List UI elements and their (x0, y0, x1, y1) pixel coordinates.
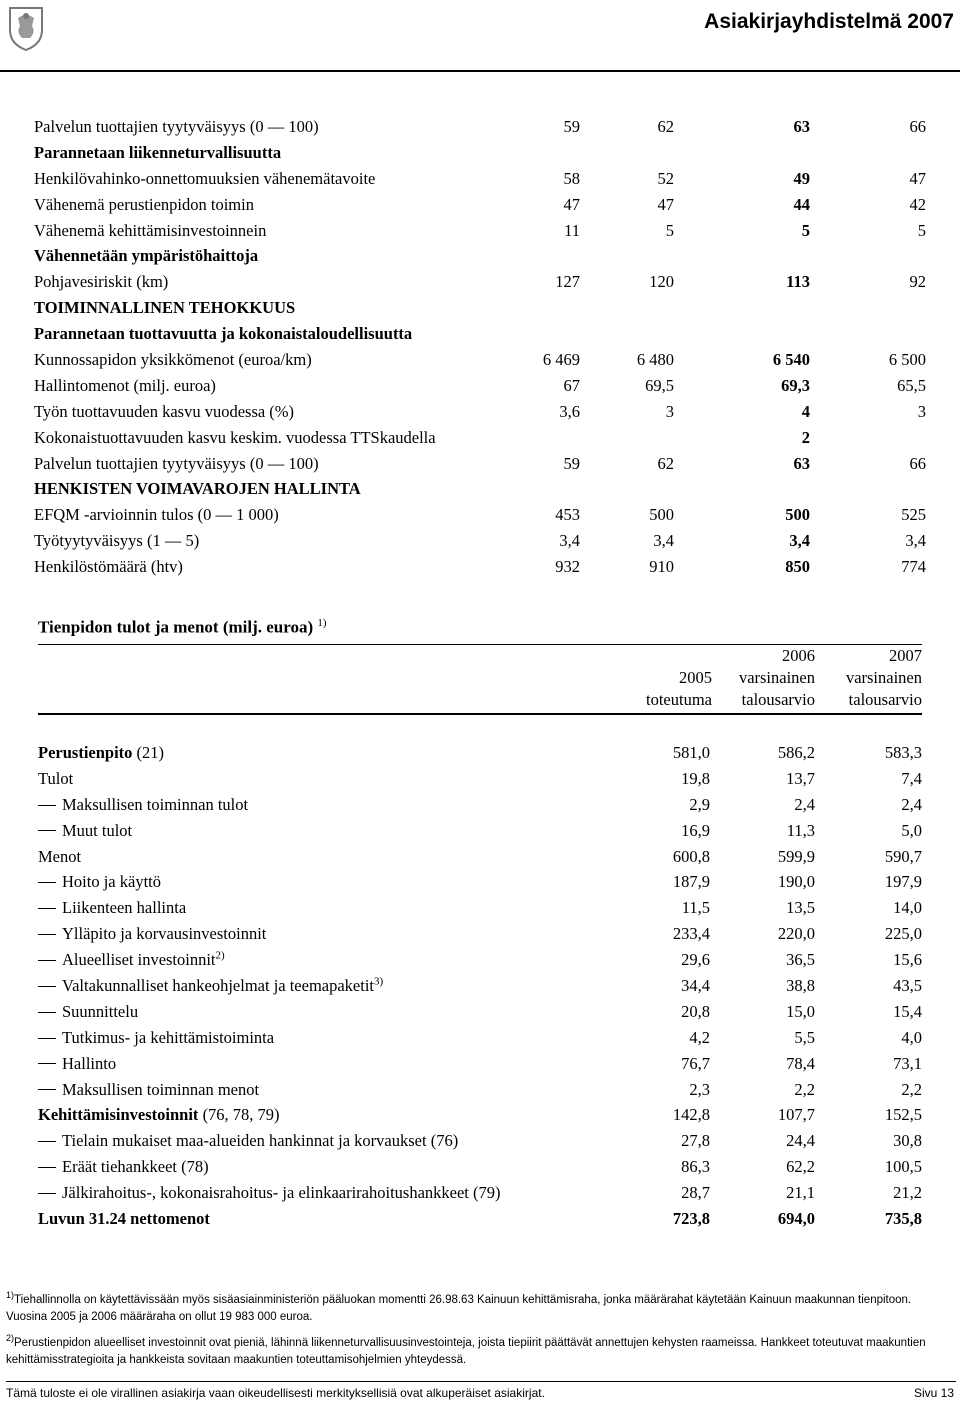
value-cell: 3 (665, 401, 674, 421)
subitem-dash (38, 1089, 56, 1090)
row-label-text: Tulot (38, 768, 74, 788)
value-cell: 190,0 (777, 872, 815, 892)
row-label (38, 921, 266, 947)
value-cell: 28,7 (681, 1183, 710, 1203)
value-cell: 6 500 (888, 350, 926, 370)
budget-row (38, 1102, 922, 1128)
row-label (38, 895, 186, 921)
value-cell: 735,8 (884, 1209, 922, 1229)
row-label-text: Ylläpito ja korvausinvestoinnit (62, 924, 267, 944)
value-cell: 590,7 (884, 846, 922, 866)
indicator-row (34, 114, 926, 140)
row-label (38, 1154, 209, 1180)
value-cell: 34,4 (681, 976, 710, 996)
budget-row (38, 999, 922, 1025)
value-cell: 66 (909, 453, 926, 473)
row-label: Hallintomenot (milj. euroa) (34, 375, 216, 395)
value-cell: 47 (657, 194, 674, 214)
row-label: Parannetaan tuottavuutta ja kokonaistaloudellisuutta (34, 324, 413, 344)
value-cell: 3 (917, 401, 926, 421)
value-cell: 59 (563, 117, 580, 136)
subitem-dash (38, 1193, 56, 1194)
row-label-text: (21) (132, 743, 165, 762)
value-cell: 5 (801, 220, 810, 240)
subitem-dash (38, 934, 56, 935)
row-label (38, 766, 73, 792)
value-cell: 583,3 (884, 743, 922, 762)
column-header-2005: 2005 toteutuma (646, 668, 712, 709)
value-cell: 65,5 (897, 375, 926, 395)
row-label (38, 740, 164, 766)
value-cell: 13,7 (786, 768, 815, 788)
value-cell: 13,5 (786, 898, 815, 918)
row-label: Kunnossapidon yksikkömenot (euroa/km) (34, 350, 312, 370)
table-header-rule (38, 713, 922, 715)
value-cell: 29,6 (681, 950, 710, 970)
row-label (38, 1102, 280, 1128)
budget-row (38, 973, 922, 999)
column-header-2006: 2006 varsinainen talousarvio (738, 646, 815, 709)
indicator-row (34, 554, 926, 580)
value-cell: 220,0 (777, 924, 815, 944)
value-cell: 774 (901, 557, 926, 577)
value-cell: 78,4 (786, 1053, 815, 1073)
value-cell: 19,8 (681, 768, 710, 788)
row-label-text: Suunnittelu (62, 1001, 139, 1021)
subitem-dash (38, 908, 56, 909)
indicator-row (34, 347, 926, 373)
value-cell: 127 (555, 272, 580, 292)
row-label (38, 792, 248, 818)
row-label-text: (76, 78, 79) (198, 1105, 280, 1125)
value-cell: 2,9 (689, 794, 710, 814)
value-cell: 92 (909, 272, 926, 292)
section-heading-row (34, 295, 926, 321)
value-cell: 600,8 (672, 846, 710, 866)
budget-row (38, 792, 922, 818)
row-label (38, 844, 81, 870)
budget-row (38, 869, 922, 895)
budget-row (38, 895, 922, 921)
value-cell: 6 469 (542, 350, 580, 370)
budget-row (38, 1128, 922, 1154)
row-label-text: Valtakunnalliset hankeohjelmat ja teemapaketit (62, 976, 375, 996)
value-cell: 932 (555, 557, 580, 577)
budget-row (38, 1154, 922, 1180)
budget-table (38, 740, 922, 1232)
value-cell: 62,2 (786, 1157, 815, 1177)
value-cell: 62 (657, 453, 674, 473)
budget-row (38, 947, 922, 973)
row-label-text: Menot (38, 846, 82, 866)
footnote-text: Tiehallinnolla on käytettävissään myös sisäasiainministeriön pääluokan momentti 26.98.63 Kainuun kehittämisraha, jonka määrärahat käytetään Kainuun maakunnan tienpitoon. Vuosina 2005 ja 2006 määräraha on ollut 19 983 000 euroa. (6, 1293, 912, 1323)
row-label-bold: Kehittämisinvestoinnit (38, 1105, 199, 1125)
value-cell: 15,4 (893, 1001, 922, 1021)
row-label-text: Liikenteen hallinta (62, 898, 187, 918)
row-label: Palvelun tuottajien tyytyväisyys (0 — 100) (34, 117, 319, 136)
subitem-dash (38, 1167, 56, 1168)
value-cell: 86,3 (681, 1157, 710, 1177)
section-heading-row (34, 140, 926, 166)
value-cell: 5 (665, 220, 674, 240)
footer-rule (6, 1381, 956, 1382)
row-label-text: Hoito ja käyttö (62, 872, 161, 892)
budget-row (38, 1180, 922, 1206)
subitem-dash (38, 1141, 56, 1142)
value-cell: 27,8 (681, 1131, 710, 1151)
value-cell: 6 480 (636, 350, 674, 370)
value-cell: 5,0 (901, 820, 922, 840)
row-label (38, 947, 225, 973)
row-label-text: Alueelliset investoinnit (62, 950, 216, 970)
indicator-row (34, 218, 926, 244)
row-label (38, 999, 138, 1025)
value-cell: 2,4 (794, 794, 815, 814)
footnote (6, 1330, 952, 1369)
row-label-text: Eräät tiehankkeet (78) (62, 1157, 209, 1177)
subitem-dash (38, 805, 56, 806)
footnotes (6, 1287, 952, 1373)
value-cell: 500 (785, 505, 810, 525)
footnote-ref: 2) (215, 949, 225, 962)
indicator-row (34, 166, 926, 192)
footnote-text: Perustienpidon alueelliset investoinnit ovat pieniä, lähinnä liikenneturvallisuusinvestointeja, joista tiepiirit päättävät annettujen kehysten raameissa. Hankkeet toteutuvat maakuntien kehittämisstrategioita ja hankkeista sovitaan maakuntien toteuttamisohjelmien yhteydessä. (6, 1336, 926, 1366)
total-row (38, 1206, 922, 1232)
value-cell: 197,9 (884, 872, 922, 892)
value-cell: 14,0 (893, 898, 922, 918)
row-label-text: Hallinto (62, 1053, 117, 1073)
value-cell: 67 (563, 375, 580, 395)
row-label (38, 1051, 116, 1077)
row-label (38, 1180, 501, 1206)
value-cell: 44 (793, 194, 810, 214)
value-cell: 107,7 (777, 1105, 815, 1125)
value-cell: 120 (649, 272, 674, 292)
row-label: Palvelun tuottajien tyytyväisyys (0 — 100) (34, 453, 319, 473)
row-label: Vähennetään ympäristöhaittoja (34, 246, 259, 266)
budget-row (38, 1051, 922, 1077)
value-cell: 2,2 (901, 1079, 922, 1099)
value-cell: 3,4 (905, 531, 926, 551)
value-cell: 30,8 (893, 1131, 922, 1151)
value-cell: 47 (909, 168, 926, 188)
value-cell: 21,1 (786, 1183, 815, 1203)
value-cell: 11 (564, 220, 580, 240)
value-cell: 4,2 (689, 1027, 710, 1047)
budget-row (38, 1025, 922, 1051)
subitem-dash (38, 1038, 56, 1039)
value-cell: 21,2 (893, 1183, 922, 1203)
value-cell: 11,3 (786, 820, 815, 840)
budget-row (38, 921, 922, 947)
footnote-number: 2) (6, 1332, 15, 1343)
value-cell: 5,5 (794, 1027, 815, 1047)
value-cell: 38,8 (786, 976, 815, 996)
value-cell: 6 540 (772, 350, 810, 370)
value-cell: 47 (563, 194, 580, 214)
value-cell: 4,0 (901, 1027, 922, 1047)
subitem-dash (38, 882, 56, 883)
row-label (38, 1077, 259, 1103)
budget-row (38, 766, 922, 792)
value-cell: 69,5 (645, 375, 674, 395)
value-cell: 225,0 (884, 924, 922, 944)
indicator-table (34, 114, 926, 580)
row-label: Parannetaan liikenneturvallisuutta (34, 142, 282, 162)
section-heading-row (34, 476, 926, 502)
indicator-row (34, 269, 926, 295)
value-cell: 100,5 (884, 1157, 922, 1177)
value-cell: 3,4 (559, 531, 580, 551)
value-cell: 599,9 (777, 846, 815, 866)
value-cell: 4 (801, 401, 810, 421)
value-cell: 52 (657, 168, 674, 188)
footnote (6, 1287, 952, 1326)
footnote-ref: 3) (374, 975, 384, 988)
row-label (38, 1025, 274, 1051)
value-cell: 7,4 (901, 768, 922, 788)
value-cell: 113 (786, 272, 810, 292)
footer-disclaimer: Tämä tuloste ei ole virallinen asiakirja vaan oikeudellisesti merkityksellisiä ovat alkuperäiset asiakirjat. (6, 1386, 545, 1400)
budget-title: Tienpidon tulot ja menot (milj. euroa) $^{1)}$ (38, 617, 327, 637)
value-cell: 3,4 (653, 531, 674, 551)
value-cell: 2 (801, 427, 810, 447)
header-rule (0, 70, 960, 72)
row-label (38, 869, 161, 895)
row-label: TOIMINNALLINEN TEHOKKUUS (34, 298, 296, 318)
value-cell: 76,7 (681, 1053, 710, 1073)
value-cell: 69,3 (781, 375, 810, 395)
subitem-dash (38, 1012, 56, 1013)
value-cell: 581,0 (672, 743, 710, 762)
row-label-bold: Perustienpito (38, 743, 133, 762)
value-cell: 36,5 (786, 950, 815, 970)
value-cell: 910 (649, 557, 674, 577)
row-label-text: Jälkirahoitus-, kokonaisrahoitus- ja elinkaarirahoitushankkeet (79) (62, 1183, 501, 1203)
section-heading-row (34, 321, 926, 347)
value-cell: 694,0 (777, 1209, 815, 1229)
value-cell: 142,8 (672, 1105, 710, 1125)
value-cell: 586,2 (777, 743, 815, 762)
value-cell: 3,6 (559, 401, 580, 421)
row-label-text: Muut tulot (62, 820, 133, 840)
section-heading-row (34, 243, 926, 269)
subitem-dash (38, 1063, 56, 1064)
value-cell: 58 (563, 168, 580, 188)
row-label: Pohjavesiriskit (km) (34, 272, 169, 292)
value-cell: 3,4 (789, 531, 810, 551)
value-cell: 49 (793, 168, 810, 188)
footnote-number: 1) (6, 1290, 15, 1300)
subitem-dash (38, 960, 56, 961)
indicator-row (34, 425, 926, 451)
indicator-row (34, 399, 926, 425)
value-cell: 73,1 (893, 1053, 922, 1073)
row-label: HENKISTEN VOIMAVAROJEN HALLINTA (34, 479, 361, 499)
value-cell: 16,9 (681, 820, 710, 840)
value-cell: 20,8 (681, 1001, 710, 1021)
budget-row (38, 1077, 922, 1103)
value-cell: 24,4 (786, 1131, 815, 1151)
indicator-row (34, 192, 926, 218)
row-label-text: Tutkimus- ja kehittämistoiminta (62, 1027, 275, 1047)
value-cell: 63 (793, 453, 810, 473)
budget-row (38, 818, 922, 844)
value-cell: 152,5 (884, 1105, 922, 1125)
row-label: Työn tuottavuuden kasvu vuodessa (%) (34, 401, 295, 421)
value-cell: 2,2 (794, 1079, 815, 1099)
document-title: Asiakirjayhdistelmä 2007 (704, 10, 954, 33)
row-label: Vähenemä kehittämisinvestoinnein (34, 220, 267, 240)
value-cell: 500 (649, 505, 674, 525)
row-label: Työtyytyväisyys (1 — 5) (34, 531, 200, 551)
value-cell: 2,3 (689, 1079, 710, 1099)
subitem-dash (38, 830, 56, 831)
row-label (38, 973, 383, 999)
value-cell: 5 (917, 220, 926, 240)
row-label (38, 1206, 210, 1232)
indicator-row (34, 451, 926, 477)
row-label-text: Tielain mukaiset maa-alueiden hankinnat ja korvaukset (76) (62, 1131, 459, 1151)
page-header (0, 0, 960, 52)
value-cell: 59 (563, 453, 580, 473)
budget-row (38, 740, 922, 766)
value-cell: 62 (657, 117, 674, 136)
row-label: Vähenemä perustienpidon toimin (34, 194, 254, 214)
value-cell: 63 (793, 117, 810, 136)
value-cell: 453 (555, 505, 580, 525)
value-cell: 2,4 (901, 794, 922, 814)
column-header-2007: 2007 varsinainen talousarvio (845, 646, 922, 709)
row-label: Henkilövahinko-onnettomuuksien vähenemätavoite (34, 168, 376, 188)
value-cell: 15,6 (893, 950, 922, 970)
value-cell: 850 (785, 557, 810, 577)
value-cell: 66 (909, 117, 926, 136)
subitem-dash (38, 986, 56, 987)
value-cell: 42 (909, 194, 926, 214)
row-label: Kokonaistuottavuuden kasvu keskim. vuodessa TTSkaudella (34, 427, 436, 447)
indicator-row (34, 528, 926, 554)
coat-of-arms-icon (6, 4, 46, 52)
row-label (38, 818, 132, 844)
row-label-bold: Luvun 31.24 nettomenot (38, 1209, 210, 1229)
page-number: Sivu 13 (913, 1386, 954, 1400)
value-cell: 723,8 (672, 1209, 710, 1229)
value-cell: 11,5 (681, 898, 710, 918)
row-label-text: Maksullisen toiminnan tulot (62, 794, 249, 814)
value-cell: 233,4 (672, 924, 710, 944)
row-label: Henkilöstömäärä (htv) (34, 557, 183, 577)
value-cell: 15,0 (786, 1001, 815, 1021)
value-cell: 187,9 (672, 872, 710, 892)
indicator-row (34, 502, 926, 528)
row-label (38, 1128, 458, 1154)
row-label: EFQM -arvioinnin tulos (0 — 1 000) (34, 505, 279, 525)
value-cell: 525 (901, 505, 926, 525)
row-label-text: Maksullisen toiminnan menot (62, 1079, 260, 1099)
indicator-row (34, 373, 926, 399)
budget-row (38, 844, 922, 870)
value-cell: 43,5 (893, 976, 922, 996)
